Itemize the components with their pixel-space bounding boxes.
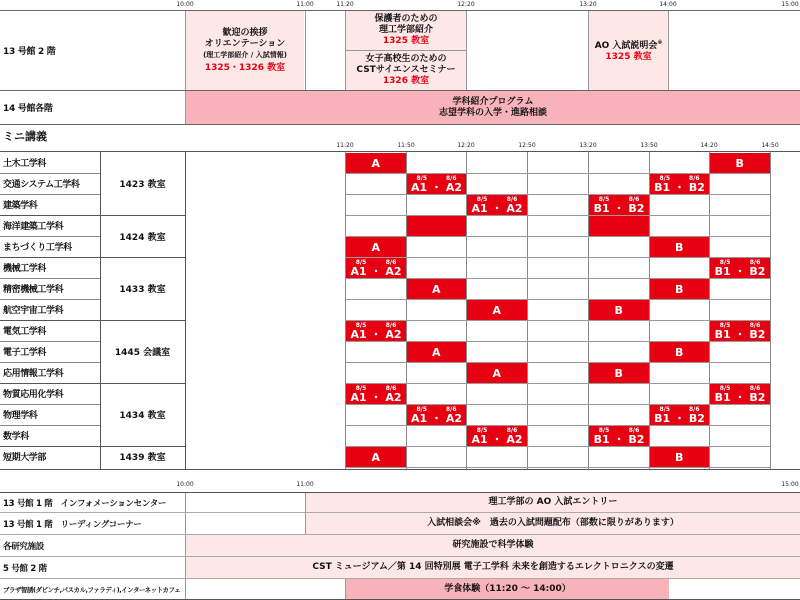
divider [345, 152, 346, 469]
row-label: 13 号館 2 階 [3, 47, 56, 57]
lecture-code: A [371, 240, 381, 254]
room-label: 1423 教室 [119, 180, 166, 190]
lecture-slot [710, 258, 770, 278]
subject-label: 交通システム工学科 [3, 180, 80, 190]
lecture-slot [710, 321, 770, 341]
date-label: 8/5 [719, 259, 731, 266]
lecture-slot [710, 153, 770, 173]
dept-program-line2: 志望学科の入学・進路相談 [438, 107, 547, 118]
girls-title2: CSTサイエンスセミナー [356, 65, 456, 75]
lecture-slot [467, 363, 527, 383]
lecture-slot [650, 237, 709, 257]
mini-timeline [0, 142, 800, 150]
consultation: 入試相談会※ 過去の入試問題配布（部数に限りがあります） [305, 513, 800, 534]
lecture-code: A1 ・ A2 [350, 265, 402, 278]
lecture-slot [650, 342, 709, 362]
bottom-row [0, 579, 800, 600]
lecture-code: B1 ・ B2 [714, 391, 766, 404]
lecture-slot [407, 279, 466, 299]
subject-label: 応用情報工学科 [3, 369, 64, 379]
lecture-slot [467, 426, 527, 446]
subject-label: まちづくり工学科 [3, 243, 72, 253]
time-tick: 10:00 [176, 1, 194, 8]
lecture-slot [710, 384, 770, 404]
bottom-row [0, 557, 800, 579]
lecture-slot [589, 195, 649, 215]
building13-2f-row [0, 10, 800, 91]
divider [345, 194, 770, 195]
divider [305, 11, 306, 90]
lecture-slot [589, 363, 649, 383]
welcome-sub: (理工学部紹介 / 入試情報) [203, 50, 287, 59]
divider [0, 215, 185, 216]
lecture-code: A1 ・ A2 [411, 181, 462, 194]
row-label: ブラザ智誘(ダビンチ,パスカル,ファラディ),インターネットカフェ [3, 585, 181, 594]
date-label: 8/5 [416, 406, 428, 413]
subject-label: 物理学科 [3, 411, 38, 421]
date-label: 8/6 [749, 385, 761, 392]
row-label: 5 号館 2 階 [3, 563, 47, 574]
time-tick: 11:50 [397, 142, 415, 149]
parents-title2: 理工学部紹介 [378, 25, 433, 35]
lecture-slot [467, 195, 527, 215]
museum-exhibit: CST ミュージアム／第 14 回特別展 電子工学科 未来を創造するエレクトロニクスの変遷 [185, 557, 800, 578]
date-label: 8/6 [445, 175, 457, 182]
subject-label: 電気工学科 [3, 327, 47, 337]
date-label: 8/5 [355, 322, 367, 329]
subject-label: 短期大学部 [3, 453, 47, 463]
subject-label: 数学科 [3, 432, 29, 442]
divider [345, 257, 770, 258]
lecture-code: B [614, 303, 624, 317]
time-tick: 15:00 [781, 1, 799, 8]
divider [466, 11, 467, 90]
lecture-code: B [675, 282, 684, 296]
mini-lecture-heading: ミニ講義 [3, 130, 47, 143]
subject-label: 精密機械工学科 [3, 285, 64, 295]
lecture-slot [467, 300, 527, 320]
lecture-code: B1 ・ B2 [714, 328, 766, 341]
girls-seminar [346, 51, 466, 90]
ao-room: 1325 教室 [605, 52, 652, 62]
time-tick: 11:00 [296, 1, 314, 8]
lecture-code: A1 ・ A2 [350, 391, 402, 404]
ao-entry: 理工学部の AO 入試エントリー [305, 493, 800, 512]
bottom-row [0, 513, 800, 535]
welcome-title1: 歓迎の挨拶 [222, 27, 268, 38]
date-label: 8/5 [416, 175, 428, 182]
lecture-slot [407, 405, 466, 425]
time-tick: 11:00 [296, 481, 314, 488]
date-label: 8/5 [659, 406, 671, 413]
date-label: 8/6 [628, 196, 640, 203]
lecture-code: A [431, 345, 441, 359]
dept-program-line1: 学科紹介プログラム [452, 96, 534, 107]
lecture-code: A [492, 366, 502, 380]
time-tick: 13:50 [640, 142, 658, 149]
time-tick: 13:20 [579, 142, 597, 149]
bottom-row [0, 535, 800, 557]
time-tick: 11:20 [336, 1, 354, 8]
lecture-slot [650, 279, 709, 299]
lecture-slot [346, 258, 406, 278]
lecture-code: B1 ・ B2 [654, 412, 705, 425]
subject-label: 土木工学科 [3, 159, 47, 169]
row-label: 各研究施設 [3, 541, 45, 552]
ao-mark: ※ [657, 40, 663, 46]
divider [527, 152, 528, 469]
divider [0, 383, 185, 384]
subject-label: 物質応用化学科 [3, 390, 64, 400]
time-tick: 14:20 [700, 142, 718, 149]
time-tick: 12:20 [457, 1, 475, 8]
date-label: 8/6 [749, 259, 761, 266]
lecture-code: B [675, 450, 684, 464]
date-label: 8/5 [355, 259, 367, 266]
lecture-code: B [614, 366, 624, 380]
welcome-title2: オリエンテーション [204, 38, 286, 49]
ao-title [595, 38, 663, 52]
divider [185, 493, 186, 512]
time-tick: 13:20 [579, 1, 597, 8]
lecture-slot [589, 426, 649, 446]
room-label: 1424 教室 [119, 232, 166, 243]
bottom-timeline [0, 481, 800, 491]
divider [185, 152, 186, 469]
time-tick: 15:00 [781, 481, 799, 488]
date-label: 8/6 [385, 322, 397, 329]
ao-title-text: AO 入試説明会 [594, 41, 658, 51]
lecture-slot [589, 300, 649, 320]
date-label: 8/6 [688, 406, 700, 413]
date-label: 8/5 [659, 175, 671, 182]
subject-label: 海洋建築工学科 [3, 222, 64, 232]
time-tick: 14:50 [761, 142, 779, 149]
date-label: 8/6 [749, 322, 761, 329]
divider [345, 425, 770, 426]
row-label: 14 号館各階 [3, 104, 53, 114]
top-timeline [0, 0, 800, 10]
lecture-code: B1 ・ B2 [593, 202, 645, 215]
divider [185, 579, 186, 599]
date-label: 8/5 [598, 196, 610, 203]
date-label: 8/5 [476, 196, 488, 203]
subject-label: 航空宇宙工学科 [3, 306, 64, 316]
lecture-slot [346, 384, 406, 404]
lecture-code: A1 ・ A2 [411, 412, 462, 425]
row-label: 13 号館 1 階 インフォメーションセンター [3, 498, 167, 509]
date-label: 8/5 [476, 427, 488, 434]
divider [345, 299, 770, 300]
date-label: 8/6 [506, 427, 518, 434]
divider [0, 362, 100, 363]
bottom-row [0, 492, 800, 513]
ao-session [589, 11, 668, 90]
lecture-slot [650, 174, 709, 194]
lecture-code: A [492, 303, 502, 317]
lecture-slot-blank [407, 216, 466, 236]
divider [0, 173, 100, 174]
lecture-slot [650, 447, 709, 467]
lecture-code: A1 ・ A2 [471, 433, 523, 446]
subject-label: 機械工学科 [3, 264, 47, 274]
lecture-slot [407, 174, 466, 194]
cafeteria-experience: 学食体験（11:20 ～ 14:00） [345, 579, 669, 599]
parents-session [346, 11, 466, 51]
date-label: 8/5 [355, 385, 367, 392]
date-label: 8/6 [688, 175, 700, 182]
divider [0, 299, 100, 300]
date-label: 8/6 [628, 427, 640, 434]
divider [0, 425, 100, 426]
lecture-slot [407, 342, 466, 362]
date-label: 8/6 [385, 385, 397, 392]
lecture-code: B [735, 156, 745, 170]
lecture-slot-blank [589, 216, 649, 236]
girls-title1: 女子高校生のための [365, 54, 447, 64]
divider [668, 11, 669, 90]
time-tick: 11:20 [336, 142, 354, 149]
date-label: 8/6 [445, 406, 457, 413]
divider [0, 320, 185, 321]
divider [0, 404, 100, 405]
lecture-slot [346, 447, 406, 467]
research-experience: 研究施設で科学体験 [185, 535, 800, 556]
date-label: 8/6 [506, 196, 518, 203]
divider [0, 278, 100, 279]
time-tick: 12:50 [518, 142, 536, 149]
time-tick: 10:00 [176, 481, 194, 488]
parents-title1: 保護者のための [374, 14, 438, 24]
lecture-slot [650, 405, 709, 425]
divider [0, 446, 185, 447]
room-label: 1434 教室 [119, 411, 166, 421]
room-label: 1433 教室 [119, 285, 166, 295]
lecture-code: B1 ・ B2 [654, 181, 705, 194]
divider [709, 152, 710, 469]
divider [345, 362, 770, 363]
date-label: 8/5 [719, 322, 731, 329]
divider [0, 341, 100, 342]
row-label: 13 号館 1 階 リーディングコーナー [3, 519, 142, 530]
mini-lecture-grid [0, 151, 800, 470]
lecture-slot [346, 153, 406, 173]
divider [345, 320, 770, 321]
subject-label: 建築学科 [3, 201, 38, 211]
time-tick: 14:00 [659, 1, 677, 8]
divider [0, 257, 185, 258]
subject-label: 電子工学科 [3, 348, 47, 358]
lecture-code: B [675, 240, 684, 254]
divider [0, 194, 100, 195]
lecture-code: B1 ・ B2 [714, 265, 766, 278]
lecture-code: B [675, 345, 684, 359]
lecture-code: B1 ・ B2 [593, 433, 645, 446]
lecture-slot [346, 237, 406, 257]
girls-room: 1326 教室 [382, 76, 430, 86]
divider [345, 467, 770, 468]
welcome-session [186, 11, 304, 90]
lecture-code: A [431, 282, 441, 296]
lecture-code: A1 ・ A2 [471, 202, 523, 215]
building14-row [0, 91, 800, 125]
lecture-code: A [371, 450, 381, 464]
divider [770, 152, 771, 469]
divider [345, 383, 770, 384]
divider [0, 236, 100, 237]
room-label: 1445 会議室 [114, 348, 171, 358]
time-tick: 12:20 [457, 142, 475, 149]
parents-room: 1325 教室 [382, 36, 430, 46]
divider [100, 152, 101, 469]
lecture-code: A1 ・ A2 [350, 328, 402, 341]
date-label: 8/5 [719, 385, 731, 392]
department-program [185, 91, 800, 124]
divider [185, 513, 186, 534]
lecture-code: A [371, 156, 381, 170]
room-label: 1439 教室 [119, 453, 166, 463]
lecture-slot [346, 321, 406, 341]
date-label: 8/6 [385, 259, 397, 266]
welcome-room: 1325・1326 教室 [204, 62, 286, 73]
date-label: 8/5 [598, 427, 610, 434]
